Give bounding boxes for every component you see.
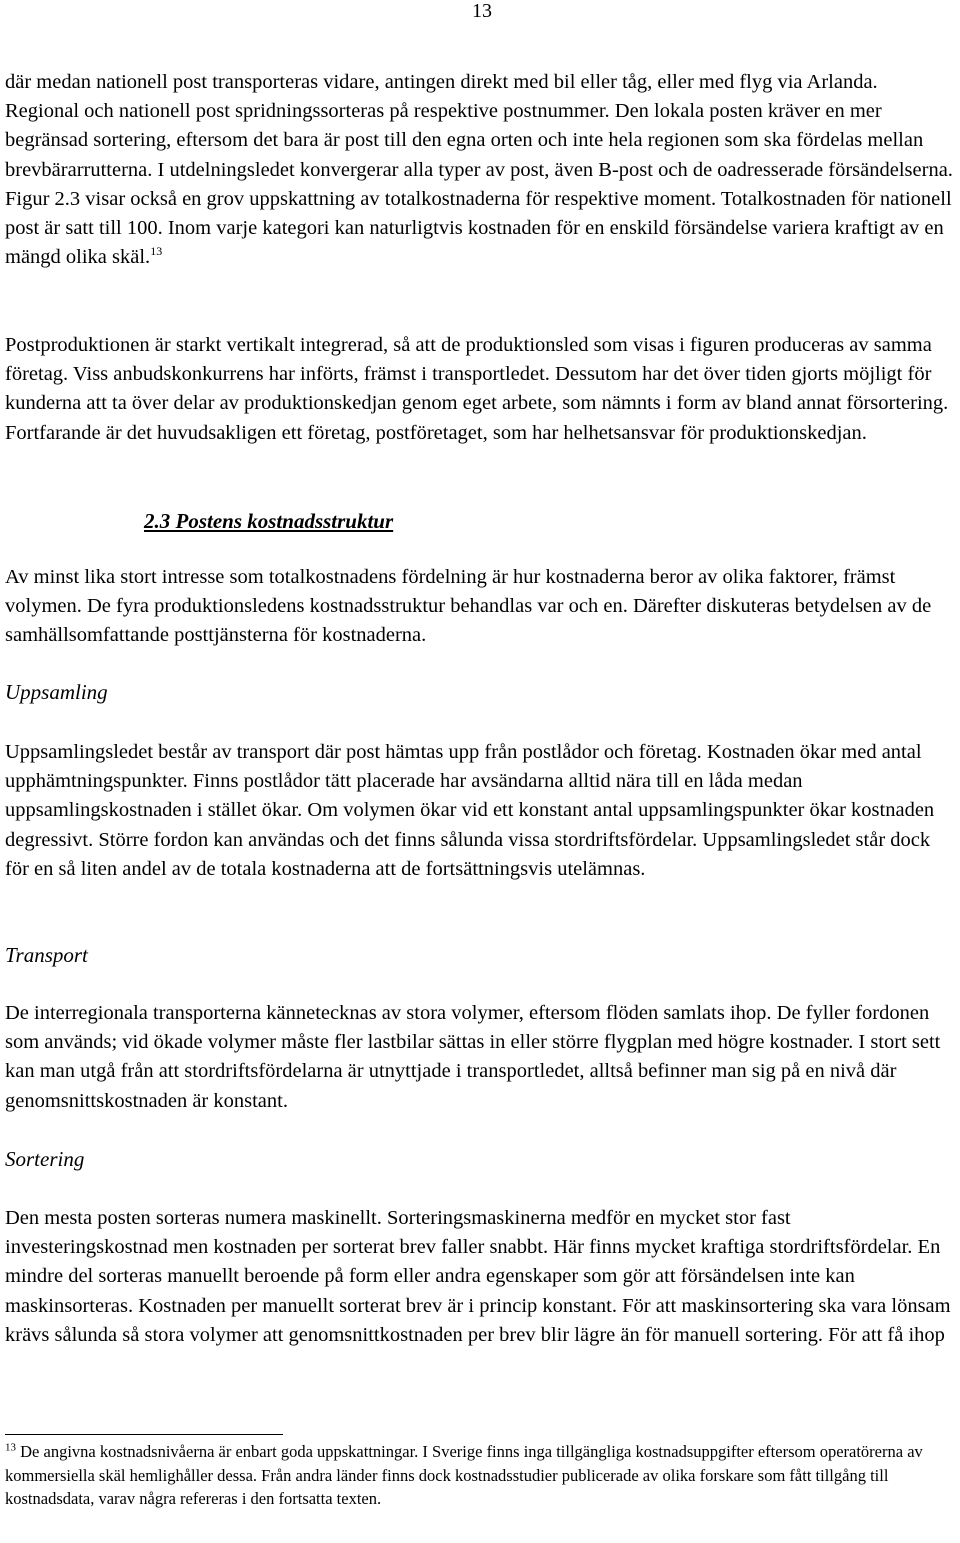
paragraph-sortering bbox=[5, 1204, 953, 1350]
paragraph-intro bbox=[5, 68, 953, 272]
paragraph-transport-text: De interregionala transporterna kännetecknas av stora volymer, eftersom flöden samlats ihop. De fyller fordonen som används; vid ökade volymer måste fler lastbilar sättas in eller större flygplan med högre kostnader. I stort sett kan man utgå från att stordriftsfördelarna är utnyttjade i transportledet, alltså befinner man sig på en nivå där genomsnittskostnaden är konstant. bbox=[5, 1002, 941, 1112]
subheading-transport: Transport bbox=[5, 943, 88, 967]
footnote-divider bbox=[5, 1434, 283, 1435]
subheading-sortering: Sortering bbox=[5, 1147, 85, 1171]
paragraph-uppsamling bbox=[5, 738, 953, 884]
footnote bbox=[5, 1440, 953, 1511]
paragraph-sortering-text: Den mesta posten sorteras numera maskinellt. Sorteringsmaskinerna medför en mycket stor fast investeringskostnad men kostnaden per sorterat brev faller snabbt. Här finns mycket kraftiga stordriftsfördelar. En mindre del sorteras manuellt beroende på form eller andra egenskaper som gör att försändelsen inte kan maskinsorteras. Kostnaden per manuellt sorterat brev är i princip konstant. För att maskinsortering ska vara lönsam krävs sålunda så stora volymer att genomsnittkostnaden per brev blir lägre än för manuell sortering. För att få ihop bbox=[5, 1207, 951, 1346]
paragraph-intro-text: där medan nationell post transporteras vidare, antingen direkt med bil eller tåg, eller med flyg via Arlanda. Regional och nationell post spridningssorteras på respektive postnummer. Den lokala posten kräver en mer begränsad sortering, eftersom det bara är post till den egna orten och inte hela regionen som ska fördelas mellan brevbärarrutterna. I utdelningsledet konvergerar alla typer av post, även B-post och de oadresserade försändelserna. Figur 2.3 visar också en grov uppskattning av totalkostnaderna för respektive moment. Totalkostnaden för nationell post är satt till 100. Inom varje kategori kan naturligtvis kostnaden för en enskild försändelse variera kraftigt av en mängd olika skäl. bbox=[5, 71, 953, 269]
section-heading: 2.3 Postens kostnadsstruktur bbox=[144, 509, 394, 533]
footnote-reference: 13 bbox=[150, 244, 163, 259]
subheading-uppsamling: Uppsamling bbox=[5, 680, 108, 704]
paragraph-postproduktion-text: Postproduktionen är starkt vertikalt integrerad, så att de produktionsled som visas i figuren produceras av samma företag. Viss anbudskonkurrens har införts, främst i transportledet. Dessutom har det över tiden gjorts möjligt för kunderna att ta över delar av produktionskedjan genom eget arbete, som nämnts i form av bland annat försortering. Fortfarande är det huvudsakligen ett företag, postföretaget, som har helhetsansvar för produktionskedjan. bbox=[5, 334, 949, 444]
footnote-text: De angivna kostnadsnivåerna är enbart goda uppskattningar. I Sverige finns inga tillgängliga kostnadsuppgifter eftersom operatörerna av kommersiella skäl hemlighåller dessa. Från andra länder finns dock kostnadsstudier publicerade av olika forskare som fått tillgång till kostnadsdata, varav några refereras i den fortsatta texten. bbox=[5, 1442, 923, 1509]
paragraph-kostnadsstruktur bbox=[5, 563, 953, 651]
paragraph-postproduktion bbox=[5, 331, 953, 448]
footnote-number: 13 bbox=[5, 1441, 16, 1454]
paragraph-kostnadsstruktur-text: Av minst lika stort intresse som totalkostnadens fördelning är hur kostnaderna beror av olika faktorer, främst volymen. De fyra produktionsledens kostnadsstruktur behandlas var och en. Därefter diskuteras betydelsen av de samhällsomfattande posttjänsterna för kostnaderna. bbox=[5, 566, 932, 647]
paragraph-uppsamling-text: Uppsamlingsledet består av transport där post hämtas upp från postlådor och företag. Kostnaden ökar med antal upphämtningspunkter. Finns postlådor tätt placerade har avsändarna alltid nära till en låda medan uppsamlingskostnaden i stället ökar. Om volymen ökar vid ett konstant antal uppsamlingspunkter ökar kostnaden degressivt. Större fordon kan användas och det finns sålunda vissa stordriftsfördelar. Uppsamlingsledet står dock för en så liten andel av de totala kostnaderna att de fortsättningsvis utelämnas. bbox=[5, 741, 935, 880]
page-number: 13 bbox=[472, 0, 492, 22]
paragraph-transport bbox=[5, 999, 953, 1116]
